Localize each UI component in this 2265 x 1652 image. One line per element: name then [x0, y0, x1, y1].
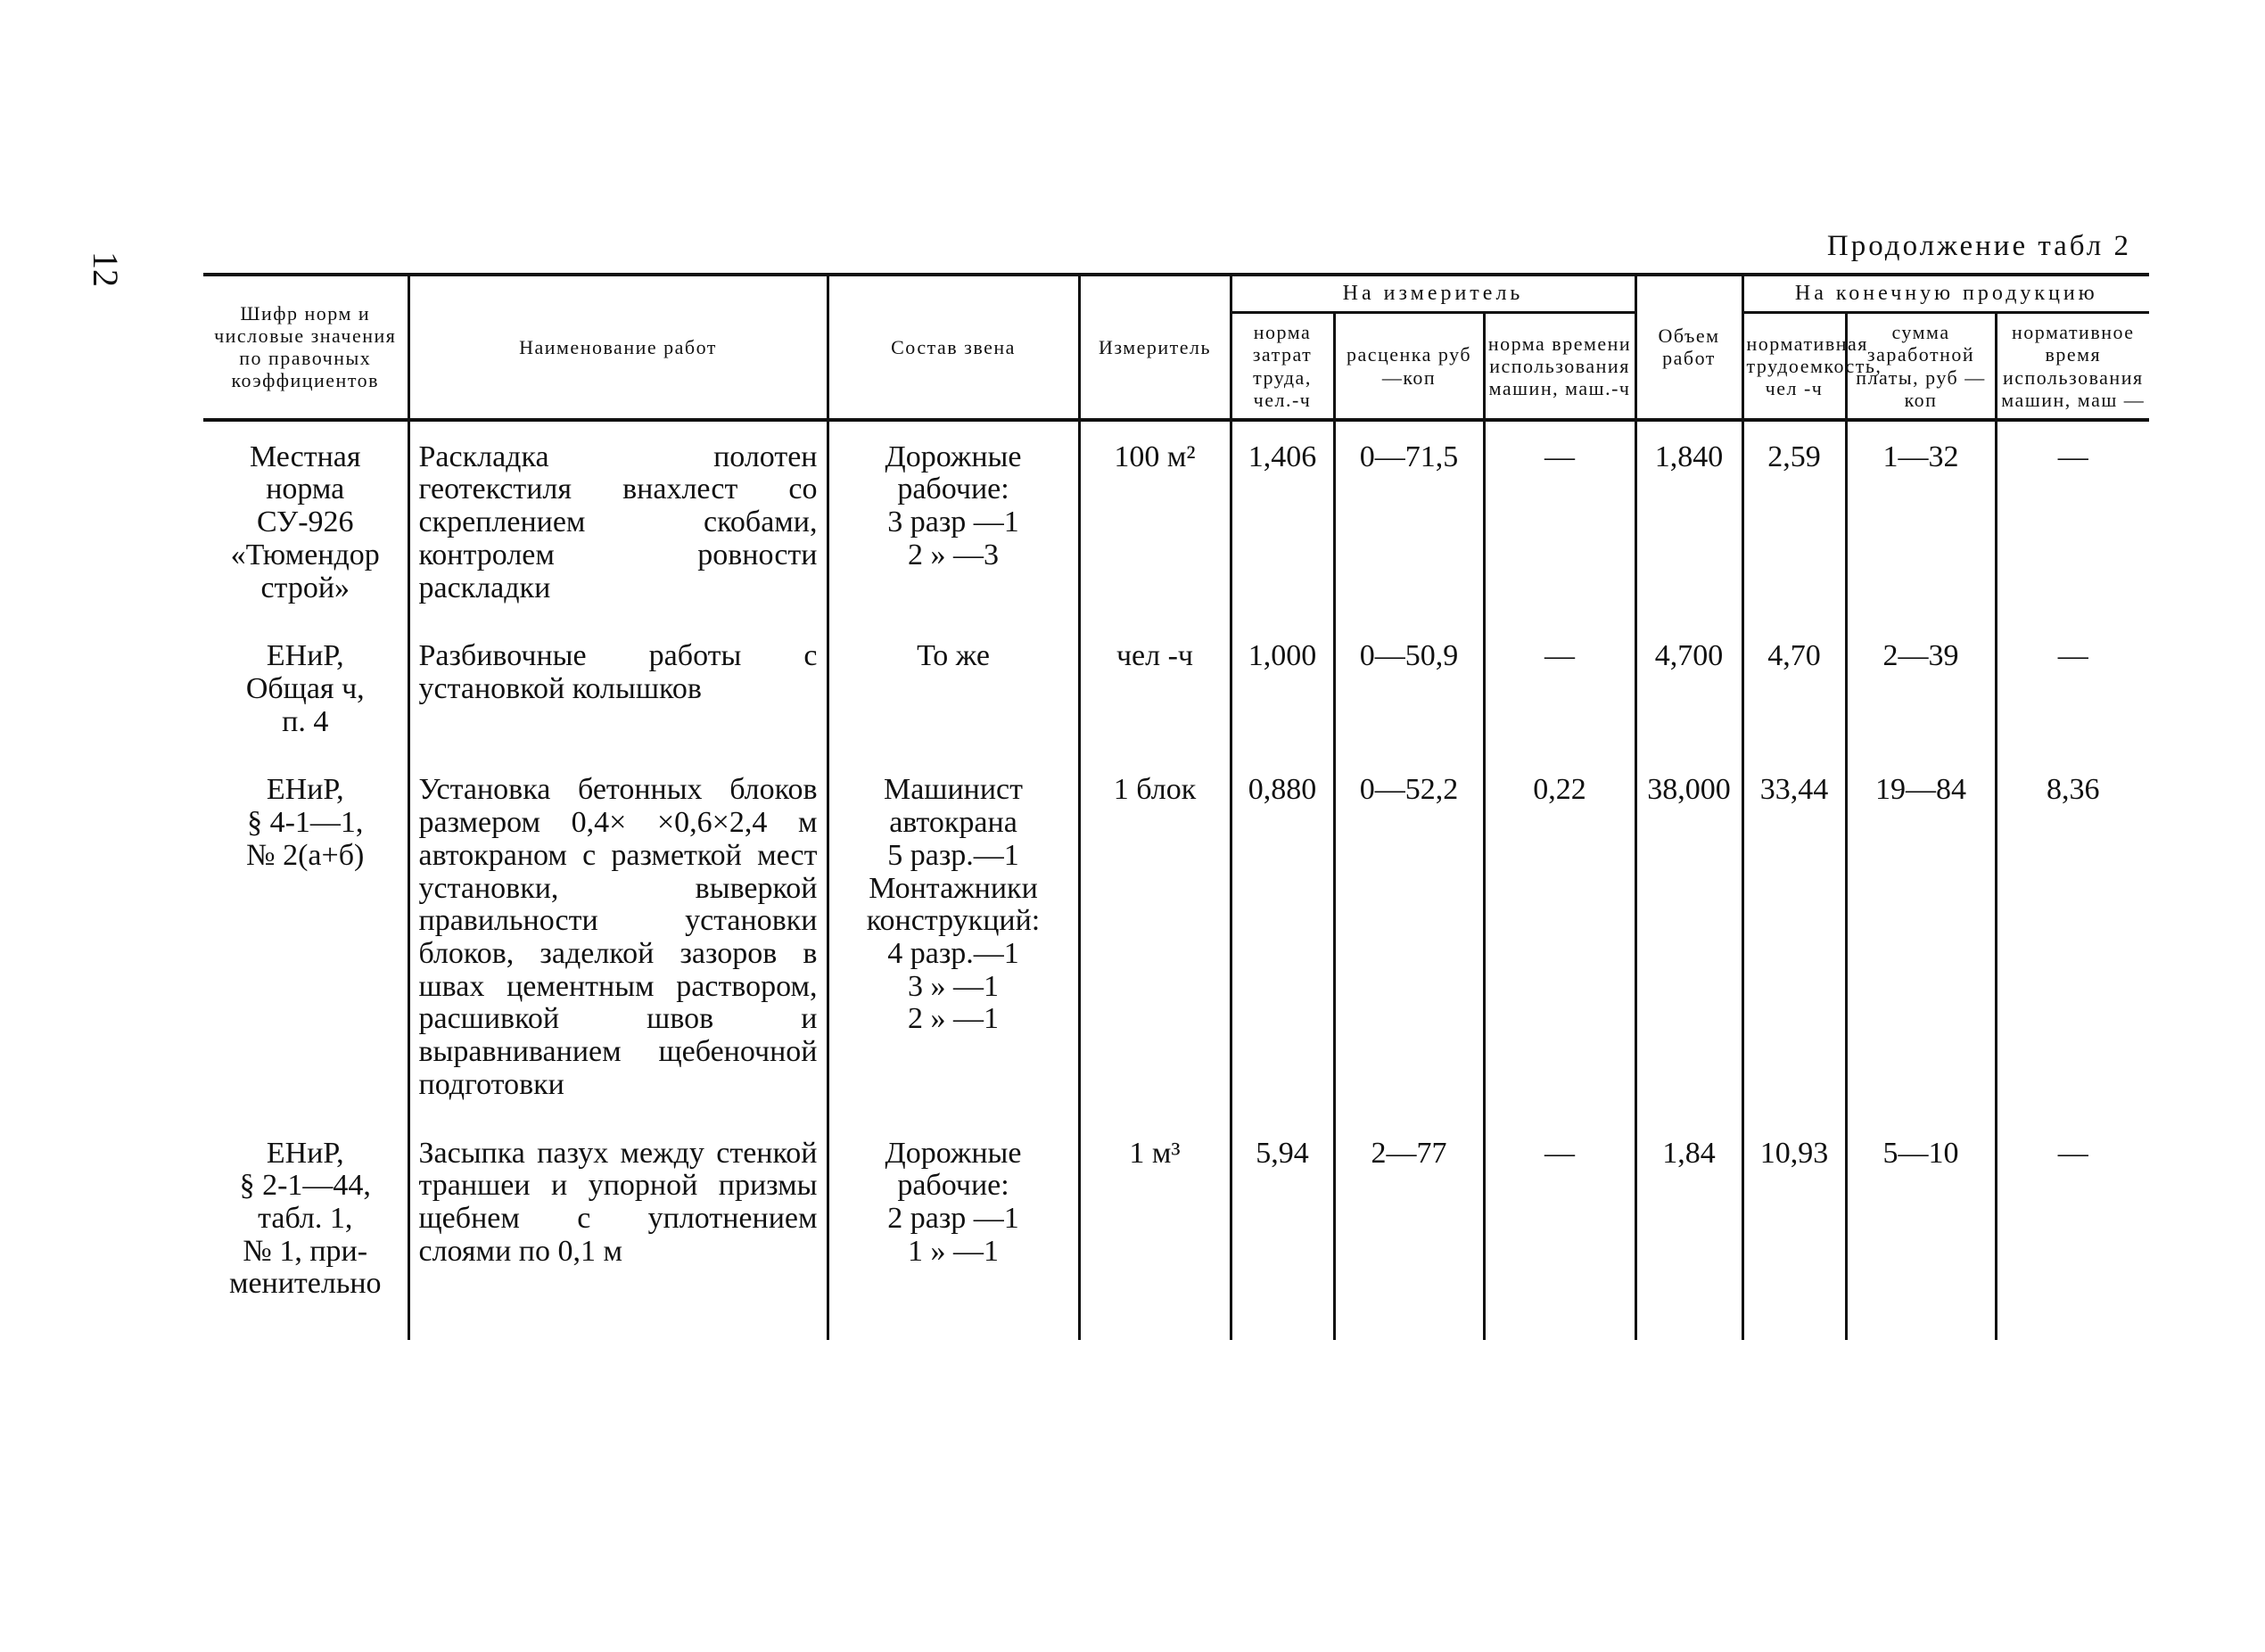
norm-code-line: Местная	[249, 440, 361, 473]
crew-line: Монтажники	[869, 871, 1038, 905]
wage-sum-cell: 5—10	[1846, 1118, 1996, 1341]
header-final-product-group: На конечную продукцию	[1742, 275, 2149, 313]
table-row	[203, 754, 2149, 1117]
crew-line: 3 » —1	[908, 969, 999, 1003]
norm-code-line: СУ-926	[256, 505, 354, 539]
norm-code-line: табл. 1,	[258, 1202, 353, 1236]
labor-norm-cell: 1,406	[1231, 420, 1334, 621]
norm-code-cell	[203, 1118, 408, 1341]
crew-line: Дорожные	[885, 440, 1022, 473]
header-labor-intensity: нормативная трудоемкость, чел -ч	[1742, 313, 1846, 420]
labor-norm-cell: 0,880	[1231, 754, 1334, 1117]
header-work-name: Наименование работ	[408, 275, 828, 420]
labor-intensity-cell: 10,93	[1742, 1118, 1846, 1341]
norms-table	[203, 273, 2149, 1340]
volume-cell: 4,700	[1635, 621, 1742, 754]
header-row-top	[203, 275, 2149, 313]
crew-cell	[828, 754, 1079, 1117]
unit-cell: 1 м³	[1079, 1118, 1231, 1341]
crew-line: Дорожные	[885, 1136, 1022, 1170]
header-labor-norm: норма затрат труда, чел.-ч	[1231, 313, 1334, 420]
crew-line: То же	[917, 639, 990, 673]
machine-time-cell: —	[1996, 1118, 2149, 1341]
norm-code-line: ЕНиР,	[266, 639, 344, 673]
table-row	[203, 420, 2149, 621]
crew-line: конструкций:	[866, 904, 1041, 938]
continuation-label: Продолжение табл 2	[1826, 230, 2131, 262]
header-crew: Состав звена	[828, 275, 1079, 420]
crew-line: рабочие:	[897, 473, 1009, 506]
labor-norm-cell: 1,000	[1231, 621, 1334, 754]
norm-code-line: «Тюмендор	[230, 538, 380, 571]
machine-time-norm-cell: —	[1484, 420, 1635, 621]
wage-sum-cell: 2—39	[1846, 621, 1996, 754]
crew-line: рабочие:	[897, 1169, 1009, 1203]
norms-table-area	[203, 273, 2149, 1340]
page-number: 12	[86, 251, 126, 287]
volume-cell: 1,840	[1635, 420, 1742, 621]
crew-line: 5 разр.—1	[887, 838, 1019, 872]
crew-line: 2 » —3	[908, 538, 999, 571]
norm-code-cell	[203, 754, 408, 1117]
rate-cell: 2—77	[1334, 1118, 1484, 1341]
work-name-cell: Засыпка пазух между стенкой траншеи и упорной призмы щебнем с уплотнением слоями по 0,1 м	[408, 1118, 828, 1341]
norm-code-line: Общая ч,	[245, 671, 365, 705]
crew-line: автокрана	[889, 806, 1017, 840]
wage-sum-cell: 19—84	[1846, 754, 1996, 1117]
crew-line: 2 разр —1	[887, 1202, 1019, 1236]
header-unit: Измеритель	[1079, 275, 1231, 420]
crew-line: 1 » —1	[908, 1234, 999, 1268]
machine-time-norm-cell: 0,22	[1484, 754, 1635, 1117]
header-machine-time-norm: норма времени использования машин, маш.-ч	[1484, 313, 1635, 420]
work-name-cell: Установка бетонных блоков размером 0,4× ×0,6×2,4 м автокраном с разметкой мест установки, выверкой правильности установки блоков, заделкой зазоров в швах цементным раствором, расшивкой швов и выравниванием щебеночной подготовки	[408, 754, 828, 1117]
machine-time-cell: —	[1996, 621, 2149, 754]
work-name-cell: Раскладка полотен геотекстиля внахлест со скреплением скобами, контролем ровности раскладки	[408, 420, 828, 621]
header-code: Шифр норм и числовые значения по правочных коэффициентов	[203, 275, 408, 420]
header-rate: расценка руб —коп	[1334, 313, 1484, 420]
machine-time-norm-cell: —	[1484, 621, 1635, 754]
norm-code-line: строй»	[260, 571, 350, 604]
header-volume: Объем работ	[1635, 275, 1742, 420]
table-row	[203, 1118, 2149, 1341]
table-row	[203, 621, 2149, 754]
volume-cell: 38,000	[1635, 754, 1742, 1117]
norm-code-line: § 4-1—1,	[247, 806, 364, 840]
norm-code-line: ЕНиР,	[266, 1136, 344, 1170]
rate-cell: 0—71,5	[1334, 420, 1484, 621]
norm-code-line: п. 4	[282, 704, 329, 738]
wage-sum-cell: 1—32	[1846, 420, 1996, 621]
crew-cell	[828, 420, 1079, 621]
rate-cell: 0—52,2	[1334, 754, 1484, 1117]
crew-cell	[828, 621, 1079, 754]
machine-time-norm-cell: —	[1484, 1118, 1635, 1341]
rate-cell: 0—50,9	[1334, 621, 1484, 754]
header-per-unit-group: На измеритель	[1231, 275, 1635, 313]
labor-intensity-cell: 2,59	[1742, 420, 1846, 621]
norm-code-line: № 1, при-	[243, 1234, 368, 1268]
norm-code-line: ЕНиР,	[266, 773, 344, 807]
crew-line: 2 » —1	[908, 1002, 999, 1036]
header-wage-sum: сумма заработной платы, руб —коп	[1846, 313, 1996, 420]
labor-norm-cell: 5,94	[1231, 1118, 1334, 1341]
volume-cell: 1,84	[1635, 1118, 1742, 1341]
header-machine-time: нормативное время использования машин, маш —	[1996, 313, 2149, 420]
unit-cell: чел -ч	[1079, 621, 1231, 754]
crew-line: 3 разр —1	[887, 505, 1019, 539]
machine-time-cell: —	[1996, 420, 2149, 621]
norm-code-line: норма	[266, 473, 345, 506]
unit-cell: 1 блок	[1079, 754, 1231, 1117]
work-name-cell: Разбивочные работы с установкой колышков	[408, 621, 828, 754]
unit-cell: 100 м²	[1079, 420, 1231, 621]
norm-code-line: № 2(а+б)	[246, 838, 365, 872]
crew-cell	[828, 1118, 1079, 1341]
labor-intensity-cell: 33,44	[1742, 754, 1846, 1117]
labor-intensity-cell: 4,70	[1742, 621, 1846, 754]
norm-code-line: менительно	[228, 1267, 382, 1301]
machine-time-cell: 8,36	[1996, 754, 2149, 1117]
norm-code-line: § 2-1—44,	[239, 1169, 371, 1203]
crew-line: 4 разр.—1	[887, 937, 1019, 971]
norm-code-cell	[203, 420, 408, 621]
crew-line: Машинист	[883, 773, 1024, 807]
norm-code-cell	[203, 621, 408, 754]
